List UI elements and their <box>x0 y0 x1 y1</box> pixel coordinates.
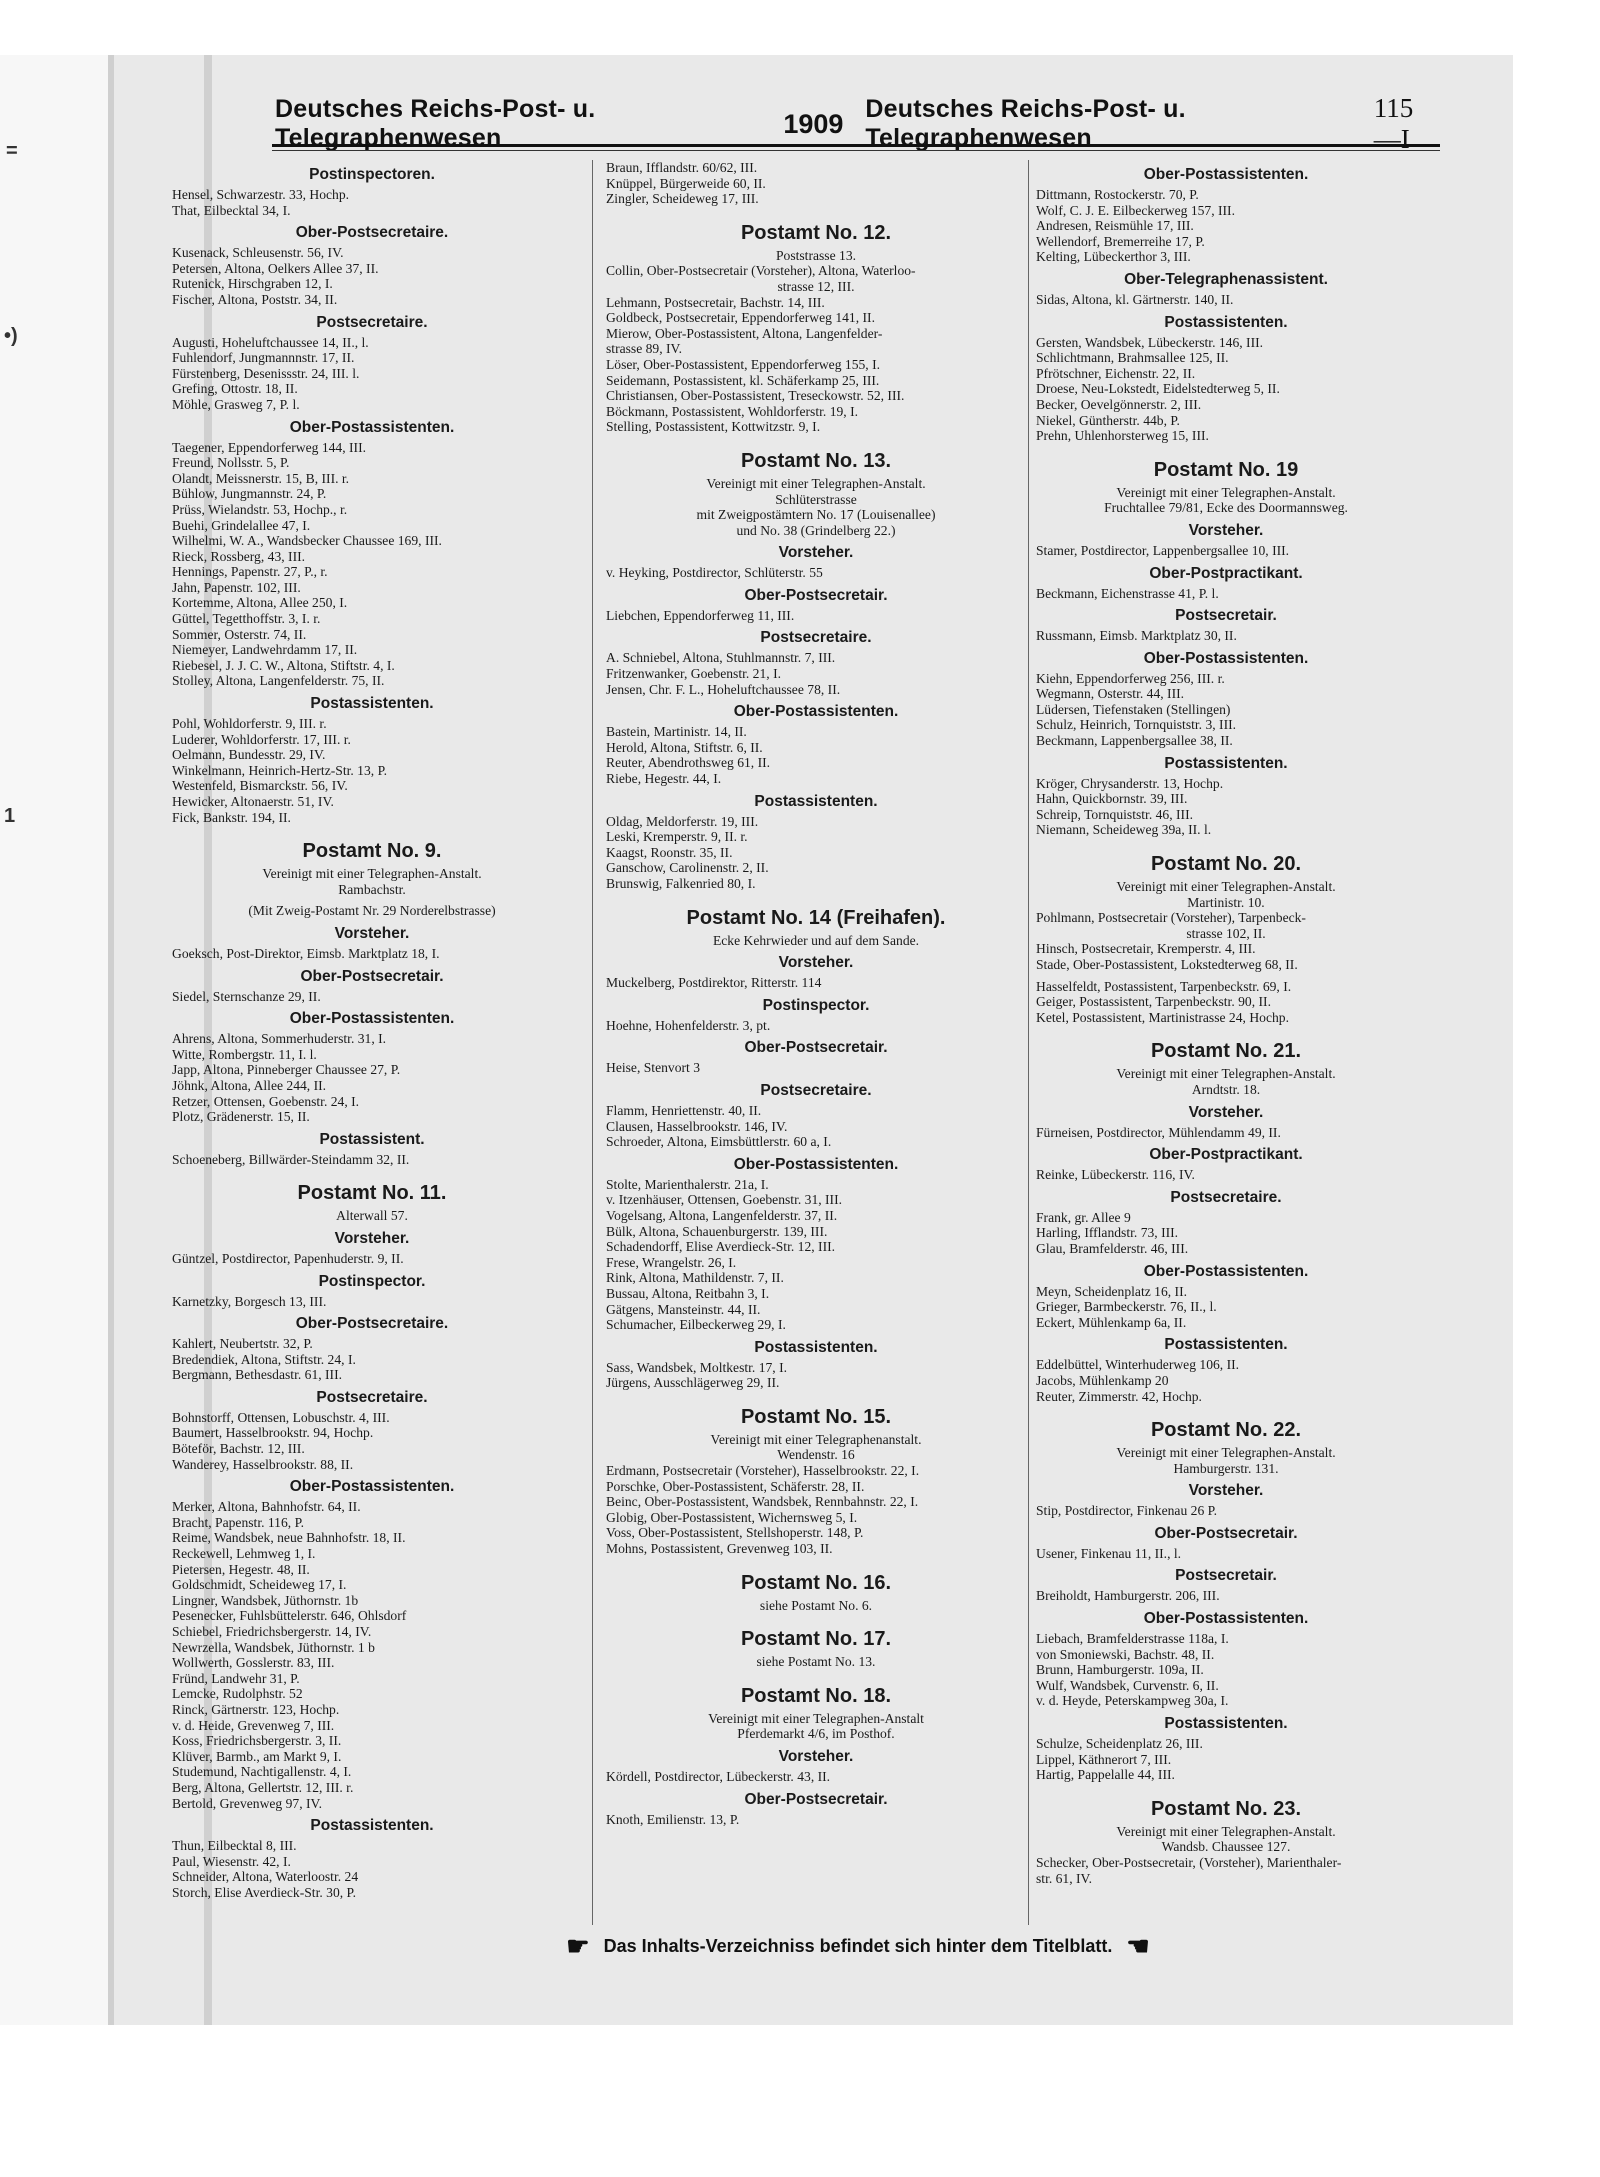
directory-entry: Stamer, Postdirector, Lappenbergsallee 10, III. <box>1036 542 1290 558</box>
section-heading: Ober-Postsecretair. <box>300 967 444 985</box>
directory-entry: Herold, Altona, Stiftstr. 6, II. <box>606 739 763 755</box>
directory-entry: Flamm, Henriettenstr. 40, II. <box>606 1102 762 1118</box>
directory-entry: Fürneisen, Postdirector, Mühlendamm 49, II. <box>1036 1124 1281 1140</box>
directory-entry: Erdmann, Postsecretair (Vorsteher), Hasselbrookstr. 22, I. <box>606 1463 920 1479</box>
directory-entry: Schneider, Altona, Waterloostr. 24 <box>172 1869 359 1885</box>
directory-entry: Becker, Oevelgönnerstr. 2, III. <box>1036 396 1202 412</box>
directory-entry: Wulf, Wandsbek, Curvenstr. 6, II. <box>1036 1677 1219 1693</box>
postamt-heading: Postamt No. 11. <box>297 1182 447 1205</box>
section-heading: Ober-Postassistenten. <box>1143 1610 1309 1628</box>
directory-entry: Jensen, Chr. F. L., Hoheluftchaussee 78, II. <box>606 681 841 697</box>
directory-entry: Japp, Altona, Pinneberger Chaussee 27, P. <box>172 1062 401 1078</box>
section-heading: Postinspectoren. <box>309 166 435 183</box>
directory-entry: Riebesel, J. J. C. W., Altona, Stiftstr. 4, I. <box>172 657 395 673</box>
section-heading: Vorsteher. <box>778 544 854 562</box>
directory-entry: Westenfeld, Bismarckstr. 56, IV. <box>172 778 348 794</box>
directory-entry: Studemund, Nachtigallenstr. 4, I. <box>172 1764 352 1780</box>
section-heading: Vorsteher. <box>1188 1482 1264 1500</box>
address-line: siehe Postamt No. 6. <box>759 1597 873 1613</box>
section-heading: Ober-Postassistenten. <box>1143 649 1309 667</box>
directory-entry: Oelmann, Bundesstr. 29, IV. <box>172 747 326 763</box>
directory-entry: Fritzenwanker, Goebenstr. 21, I. <box>606 666 781 682</box>
directory-entry: v. d. Heyde, Peterskampweg 30a, I. <box>1036 1693 1229 1709</box>
directory-entry: That, Eilbecktal 34, I. <box>172 202 291 218</box>
directory-entry: Kaagst, Roonstr. 35, II. <box>606 844 733 860</box>
section-heading: Vorsteher. <box>334 1229 410 1247</box>
section-heading: Ober-Postassistenten. <box>1143 166 1309 183</box>
directory-entry: Rinck, Gärtnerstr. 123, Hochp. <box>172 1701 340 1717</box>
directory-entry: Bastein, Martinistr. 14, II. <box>606 724 747 740</box>
directory-entry: Heise, Stenvort 3 <box>606 1060 701 1076</box>
directory-entry: Jöhnk, Altona, Allee 244, II. <box>172 1077 327 1093</box>
section-heading: Vorsteher. <box>334 924 410 942</box>
address-line: Vereinigt mit einer Telegraphen-Anstalt. <box>262 866 482 882</box>
directory-entry: Freund, Nollsstr. 5, P. <box>172 455 290 471</box>
directory-entry: Knüppel, Bürgerweide 60, II. <box>606 175 766 191</box>
directory-entry: Fick, Bankstr. 194, II. <box>172 809 291 825</box>
directory-entry: Pesenecker, Fuhlsbüttelerstr. 646, Ohlsdorf <box>172 1608 407 1624</box>
section-heading: Ober-Postassistenten. <box>289 1478 455 1496</box>
directory-entry: Koss, Friedrichsbergerstr. 3, II. <box>172 1733 342 1749</box>
directory-entry: Schumacher, Eilbeckerweg 29, I. <box>606 1317 786 1333</box>
directory-entry: Olandt, Meissnerstr. 15, B, III. r. <box>172 470 350 486</box>
directory-entry: Beinc, Ober-Postassistent, Wandsbek, Rennbahnstr. 22, I. <box>606 1494 919 1510</box>
address-line: Rambachstr. <box>338 881 406 897</box>
directory-entry: Stolte, Marienthalerstr. 21a, I. <box>606 1176 769 1192</box>
directory-entry: Russmann, Eimsb. Marktplatz 30, II. <box>1036 628 1237 644</box>
directory-entry: Beckmann, Lappenbergsallee 38, II. <box>1036 733 1233 749</box>
directory-entry: Winkelmann, Heinrich-Hertz-Str. 13, P. <box>172 762 388 778</box>
directory-entry: Schadendorff, Elise Averdieck-Str. 12, III. <box>606 1239 836 1255</box>
section-heading: Ober-Postsecretair. <box>1154 1524 1298 1542</box>
postamt-heading: Postamt No. 16. <box>740 1571 892 1594</box>
footer-text: Das Inhalts-Verzeichniss befindet sich hinter dem Titelblatt. <box>603 1935 1113 1956</box>
directory-entry: Pfrötschner, Eichenstr. 22, II. <box>1036 365 1196 381</box>
directory-entry: Witte, Rombergstr. 11, I. l. <box>172 1046 317 1062</box>
address-line: Wandsb. Chaussee 127. <box>1161 1839 1291 1855</box>
address-line: Vereinigt mit einer Telegraphen-Anstalt. <box>1116 879 1336 895</box>
column-1 <box>172 160 572 1901</box>
column-2 <box>606 160 1026 1827</box>
directory-entry: Reuter, Zimmerstr. 42, Hochp. <box>1036 1388 1202 1404</box>
section-heading: Postassistenten. <box>310 1817 434 1835</box>
directory-entry: Goldbeck, Postsecretair, Eppendorferweg 141, II. <box>606 310 875 326</box>
postamt-heading: Postamt No. 23. <box>1150 1797 1302 1820</box>
directory-entry: Schroeder, Altona, Eimsbüttlerstr. 60 a, I. <box>606 1134 832 1150</box>
postamt-heading: Postamt No. 21. <box>1150 1040 1302 1063</box>
address-line: Alterwall 57. <box>336 1208 408 1224</box>
postamt-heading: Postamt No. 15. <box>740 1405 892 1428</box>
postamt-heading: Postamt No. 9. <box>302 840 442 863</box>
directory-entry: Wolf, C. J. E. Eilbeckerweg 157, III. <box>1036 202 1235 218</box>
postamt-heading: Postamt No. 14 (Freihafen). <box>686 906 946 929</box>
address-line: strasse 12, III. <box>777 278 855 294</box>
section-heading: Vorsteher. <box>778 1748 854 1765</box>
directory-entry: Schreip, Tornquiststr. 46, III. <box>1036 806 1193 822</box>
address-line: Martinistr. 10. <box>1187 894 1265 910</box>
section-heading: Ober-Postassistenten. <box>289 1010 455 1028</box>
directory-entry: Wellendorf, Bremerreihe 17, P. <box>1036 233 1205 249</box>
directory-entry: Usener, Finkenau 11, II., l. <box>1036 1545 1182 1561</box>
directory-entry: Voss, Ober-Postassistent, Stellshoperstr. 148, P. <box>606 1525 864 1541</box>
directory-entry: Clausen, Hasselbrookstr. 146, IV. <box>606 1118 788 1134</box>
address-line: Arndtstr. 18. <box>1191 1081 1261 1097</box>
pointing-hand-right-icon: ☛ <box>566 1931 590 1961</box>
address-line: Pferdemarkt 4/6, im Posthof. <box>737 1726 895 1742</box>
section-heading: Postsecretaire. <box>760 629 872 647</box>
directory-entry: str. 61, IV. <box>1036 1870 1093 1886</box>
directory-entry: Liebchen, Eppendorferweg 11, III. <box>606 607 795 623</box>
pointing-hand-left-icon: ☚ <box>1126 1931 1150 1961</box>
directory-entry: Möhle, Grasweg 7, P. l. <box>172 396 300 412</box>
directory-entry: Bühlow, Jungmannstr. 24, P. <box>172 486 327 502</box>
directory-entry: Globig, Ober-Postassistent, Wichernsweg 5, I. <box>606 1509 858 1525</box>
directory-entry: Stade, Ober-Postassistent, Lokstedterweg 68, II. <box>1036 957 1298 972</box>
postamt-heading: Postamt No. 18. <box>740 1684 892 1707</box>
directory-entry: Schiebel, Friedrichsbergerstr. 14, IV. <box>172 1624 372 1639</box>
directory-entry: Kelting, Lübeckerthor 3, III. <box>1036 249 1191 265</box>
address-line: Vereinigt mit einer Telegraphen-Anstalt. <box>1116 1823 1336 1839</box>
directory-entry: Kröger, Chrysanderstr. 13, Hochp. <box>1036 775 1224 791</box>
directory-entry: Fischer, Altona, Poststr. 34, II. <box>172 291 338 307</box>
directory-entry: Augusti, Hoheluftchaussee 14, II., l. <box>172 334 369 350</box>
directory-entry: Schulz, Heinrich, Tornquiststr. 3, III. <box>1036 717 1237 733</box>
directory-entry: Lüdersen, Tiefenstaken (Stellingen) <box>1036 701 1231 717</box>
directory-entry: Goeksch, Post-Direktor, Eimsb. Marktplatz 18, I. <box>172 945 440 961</box>
directory-entry: Christiansen, Ober-Postassistent, Treseckowstr. 52, III. <box>606 388 905 404</box>
directory-entry: Wollwerth, Gosslerstr. 83, III. <box>172 1655 335 1671</box>
directory-entry: Hartig, Pappelalle 44, III. <box>1036 1767 1175 1783</box>
section-heading: Ober-Postpractikant. <box>1149 1146 1303 1164</box>
directory-entry: Andresen, Reismühle 17, III. <box>1036 218 1194 234</box>
section-heading: Ober-Postassistenten. <box>289 418 455 436</box>
section-heading: Postassistenten. <box>1164 313 1288 331</box>
column-3 <box>1036 160 1416 1886</box>
header-rule <box>272 144 1440 147</box>
directory-entry: Reinke, Lübeckerstr. 116, IV. <box>1036 1167 1195 1183</box>
address-line: Vereinigt mit einer Telegraphen-Anstalt. <box>1116 1445 1336 1461</box>
page-number: 115—I <box>1373 93 1414 154</box>
directory-entry: Hinsch, Postsecretair, Kremperstr. 4, III. <box>1036 941 1256 957</box>
section-heading: Postassistenten. <box>1164 1715 1288 1733</box>
directory-entry: Seidemann, Postassistent, kl. Schäferkamp 25, III. <box>606 372 880 388</box>
address-line: und No. 38 (Grindelberg 22.) <box>736 522 896 538</box>
directory-entry: von Smoniewski, Bachstr. 48, II. <box>1036 1646 1215 1662</box>
postamt-heading: Postamt No. 13. <box>740 449 892 472</box>
directory-entry: Glau, Bramfelderstr. 46, III. <box>1036 1240 1189 1256</box>
directory-entry: v. d. Heide, Grevenweg 7, III. <box>172 1717 335 1733</box>
directory-entry: Karnetzky, Borgesch 13, III. <box>172 1293 327 1309</box>
directory-entry: v. Itzenhäuser, Ottensen, Goebenstr. 31, III. <box>606 1192 843 1208</box>
directory-entry: Niemeyer, Landwehrdamm 17, II. <box>172 642 358 658</box>
address-line: Vereinigt mit einer Telegraphen-Anstalt. <box>1116 1066 1336 1082</box>
directory-entry: Kördell, Postdirector, Lübeckerstr. 43, II. <box>606 1769 831 1784</box>
directory-entry: Löser, Ober-Postassistent, Eppendorferweg 155, I. <box>606 356 881 372</box>
directory-entry: Schoeneberg, Billwärder-Steindamm 32, II. <box>172 1151 410 1167</box>
directory-entry: Kiehn, Eppendorferweg 256, III. r. <box>1036 670 1225 686</box>
directory-entry: Sidas, Altona, kl. Gärtnerstr. 140, II. <box>1036 291 1234 307</box>
margin-mark: = <box>6 140 18 162</box>
directory-entry: Klüver, Barmb., am Markt 9, I. <box>172 1748 342 1764</box>
section-heading: Ober-Postsecretaire. <box>295 1315 449 1333</box>
directory-entry: Kusenack, Schleusenstr. 56, IV. <box>172 245 344 261</box>
directory-entry: Sommer, Osterstr. 74, II. <box>172 626 307 642</box>
directory-entry: Plotz, Grädenerstr. 15, II. <box>172 1109 310 1125</box>
section-heading: Postsecretair. <box>1175 1567 1277 1585</box>
header-title-left: Deutsches Reichs-Post- u. Telegraphenwesen <box>275 95 596 152</box>
section-heading: Postsecretaire. <box>760 1081 872 1099</box>
directory-entry: Schecker, Ober-Postsecretair, (Vorsteher), Marienthaler- <box>1036 1855 1342 1870</box>
directory-entry: Knoth, Emilienstr. 13, P. <box>606 1811 740 1827</box>
address-line: Ecke Kehrwieder und auf dem Sande. <box>712 932 920 948</box>
directory-entry: Bertold, Grevenweg 97, IV. <box>172 1795 323 1811</box>
address-line: strasse 102, II. <box>1186 925 1266 941</box>
directory-entry: Fründ, Landwehr 31, P. <box>172 1670 300 1686</box>
postamt-heading: Postamt No. 17. <box>740 1628 892 1651</box>
directory-entry: Bussau, Altona, Reitbahn 3, I. <box>606 1285 770 1301</box>
directory-entry: Newrzella, Wandsbek, Jüthornstr. 1 b <box>172 1639 375 1655</box>
directory-entry: Pietersen, Hegestr. 48, II. <box>172 1561 310 1577</box>
directory-entry: Goldschmidt, Scheideweg 17, I. <box>172 1577 347 1593</box>
section-heading: Postassistenten. <box>754 1338 878 1356</box>
directory-entry: Jacobs, Mühlenkamp 20 <box>1036 1372 1169 1388</box>
directory-entry: Vogelsang, Altona, Langenfelderstr. 37, II. <box>606 1207 838 1223</box>
directory-entry: Paul, Wiesenstr. 42, I. <box>172 1853 291 1869</box>
directory-entry: Böteför, Bachstr. 12, III. <box>172 1441 305 1457</box>
postamt-heading: Postamt No. 12. <box>740 221 892 244</box>
directory-entry: Reckewell, Lehmweg 1, I. <box>172 1546 316 1562</box>
directory-entry: A. Schniebel, Altona, Stuhlmannstr. 7, III. <box>606 650 836 666</box>
running-header <box>275 93 1440 154</box>
section-heading: Postsecretaire. <box>316 313 428 331</box>
directory-entry: Ahrens, Altona, Sommerhuderstr. 31, I. <box>172 1031 387 1047</box>
address-line: (Mit Zweig-Postamt Nr. 29 Norderelbstrasse) <box>248 903 496 919</box>
directory-entry: Luderer, Wohldorferstr. 17, III. r. <box>172 731 351 747</box>
directory-entry: Bergmann, Bethesdastr. 61, III. <box>172 1367 343 1383</box>
address-line: Fruchtallee 79/81, Ecke des Doormannsweg. <box>1104 500 1348 516</box>
directory-entry: Reuter, Abendrothsweg 61, II. <box>606 755 771 771</box>
directory-entry: Braun, Ifflandstr. 60/62, III. <box>606 160 758 175</box>
section-heading: Postassistenten. <box>310 695 434 713</box>
directory-entry: Jürgens, Ausschlägerweg 29, II. <box>606 1375 780 1391</box>
postamt-heading: Postamt No. 20. <box>1150 853 1302 876</box>
directory-entry: Wanderey, Hasselbrookstr. 88, II. <box>172 1456 354 1472</box>
section-heading: Ober-Postassistenten. <box>1143 1262 1309 1280</box>
address-line: Hamburgerstr. 131. <box>1173 1460 1279 1476</box>
section-heading: Ober-Postassistenten. <box>733 1155 899 1173</box>
directory-entry: Hasselfeldt, Postassistent, Tarpenbeckstr. 69, I. <box>1036 978 1292 994</box>
directory-entry: Gätgens, Mansteinstr. 44, II. <box>606 1301 761 1317</box>
directory-entry: Taegener, Eppendorferweg 144, III. <box>172 439 367 455</box>
directory-entry: Thun, Eilbecktal 8, III. <box>172 1838 297 1854</box>
directory-entry: Prehn, Uhlenhorsterweg 15, III. <box>1036 428 1209 444</box>
section-heading: Postassistent. <box>319 1130 425 1148</box>
section-heading: Postassistenten. <box>1164 754 1288 772</box>
header-year: 1909 <box>783 108 844 139</box>
directory-entry: Kahlert, Neubertstr. 32, P. <box>172 1336 313 1352</box>
postamt-heading: Postamt No. 19 <box>1153 458 1299 481</box>
directory-entry: Rieck, Rossberg, 43, III. <box>172 548 306 564</box>
directory-entry: Meyn, Scheidenplatz 16, II. <box>1036 1283 1187 1299</box>
directory-entry: Stip, Postdirector, Finkenau 26 P. <box>1036 1503 1218 1519</box>
directory-entry: Brunswig, Falkenried 80, I. <box>606 876 756 891</box>
directory-entry: strasse 89, IV. <box>606 341 683 357</box>
directory-entry: Merker, Altona, Bahnhofstr. 64, II. <box>172 1499 361 1515</box>
directory-entry: Beckmann, Eichenstrasse 41, P. l. <box>1036 585 1219 601</box>
directory-entry: v. Heyking, Postdirector, Schlüterstr. 55 <box>606 565 823 581</box>
directory-entry: Hensel, Schwarzestr. 33, Hochp. <box>172 187 350 202</box>
directory-entry: Stolley, Altona, Langenfelderstr. 75, II. <box>172 673 385 689</box>
directory-entry: Baumert, Hasselbrookstr. 94, Hochp. <box>172 1425 374 1441</box>
address-line: Vereinigt mit einer Telegraphen-Anstalt. <box>706 475 926 491</box>
directory-entry: Niekel, Güntherstr. 44b, P. <box>1036 412 1180 428</box>
directory-entry: Schlichtmann, Brahmsallee 125, II. <box>1036 350 1229 366</box>
directory-entry: Pohl, Wohldorferstr. 9, III. r. <box>172 716 327 732</box>
directory-entry: Fuhlendorf, Jungmannnstr. 17, II. <box>172 350 355 366</box>
section-heading: Ober-Postsecretair. <box>744 1790 888 1808</box>
section-heading: Postsecretaire. <box>316 1388 428 1406</box>
section-heading: Ober-Telegraphenassistent. <box>1124 270 1328 288</box>
directory-entry: Güttel, Tegetthoffstr. 3, I. r. <box>172 611 321 627</box>
directory-entry: Grieger, Barmbeckerstr. 76, II., l. <box>1036 1299 1217 1315</box>
footer-note <box>438 1932 1278 1960</box>
directory-entry: Dittmann, Rostockerstr. 70, P. <box>1036 187 1199 202</box>
section-heading: Postsecretair. <box>1175 607 1277 625</box>
directory-entry: Mohns, Postassistent, Grevenweg 103, II. <box>606 1541 833 1557</box>
address-line: Wendenstr. 16 <box>777 1447 855 1463</box>
margin-mark: 1 <box>4 805 16 827</box>
directory-entry: Rutenick, Hirschgraben 12, I. <box>172 276 333 292</box>
directory-entry: Jahn, Papenstr. 102, III. <box>172 579 301 595</box>
address-line: siehe Postamt No. 13. <box>756 1654 876 1670</box>
section-heading: Postassistenten. <box>754 792 878 810</box>
header-title-right: Deutsches Reichs-Post- u. Telegraphenwesen <box>865 95 1186 152</box>
directory-entry: Bülk, Altona, Schauenburgerstr. 139, III. <box>606 1223 828 1239</box>
directory-entry: Retzer, Ottensen, Goebenstr. 24, I. <box>172 1093 360 1109</box>
postamt-heading: Postamt No. 22. <box>1150 1419 1302 1442</box>
address-line: Schlüterstrasse <box>775 491 857 507</box>
directory-entry: Ganschow, Carolinenstr. 2, II. <box>606 860 769 876</box>
directory-entry: Grefing, Ottostr. 18, II. <box>172 381 298 397</box>
directory-entry: Brunn, Hamburgerstr. 109a, II. <box>1036 1662 1204 1678</box>
directory-entry: Böckmann, Postassistent, Wohldorferstr. 19, I. <box>606 403 859 419</box>
column-divider <box>592 160 593 1925</box>
directory-entry: Petersen, Altona, Oelkers Allee 37, II. <box>172 260 379 276</box>
directory-entry: Schulze, Scheidenplatz 26, III. <box>1036 1736 1203 1752</box>
section-heading: Ober-Postsecretaire. <box>295 224 449 242</box>
directory-entry: Eckert, Mühlenkamp 6a, II. <box>1036 1314 1187 1330</box>
section-heading: Vorsteher. <box>1188 521 1264 539</box>
directory-entry: Siedel, Sternschanze 29, II. <box>172 988 321 1004</box>
directory-entry: Oldag, Meldorferstr. 19, III. <box>606 813 759 829</box>
header-rule-thin <box>272 150 1440 151</box>
directory-entry: Wilhelmi, W. A., Wandsbecker Chaussee 169, III. <box>172 533 442 549</box>
directory-entry: Sass, Wandsbek, Moltkestr. 17, I. <box>606 1359 788 1375</box>
directory-entry: Porschke, Ober-Postassistent, Schäferstr. 28, II. <box>606 1478 865 1494</box>
section-heading: Ober-Postsecretair. <box>744 1039 888 1057</box>
directory-entry: Hennings, Papenstr. 27, P., r. <box>172 564 328 580</box>
directory-entry: Hahn, Quickbornstr. 39, III. <box>1036 791 1188 807</box>
directory-entry: Hewicker, Altonaerstr. 51, IV. <box>172 794 334 809</box>
directory-entry: Mierow, Ober-Postassistent, Altona, Langenfelder- <box>606 325 883 341</box>
directory-entry: Kortemme, Altona, Allee 250, I. <box>172 595 348 611</box>
section-heading: Postsecretaire. <box>1170 1188 1282 1206</box>
directory-entry: Geiger, Postassistent, Tarpenbeckstr. 90, II. <box>1036 994 1271 1010</box>
directory-entry: Muckelberg, Postdirektor, Ritterstr. 114 <box>606 975 822 991</box>
directory-entry: Lehmann, Postsecretair, Bachstr. 14, III. <box>606 294 825 310</box>
section-heading: Postinspector. <box>762 996 870 1014</box>
directory-entry: Lemcke, Rudolphstr. 52 <box>172 1686 303 1702</box>
directory-entry: Harling, Ifflandstr. 73, III. <box>1036 1225 1179 1241</box>
directory-entry: Bohnstorff, Ottensen, Lobuschstr. 4, III. <box>172 1409 390 1425</box>
page-edge <box>108 55 114 2025</box>
column-divider <box>1028 160 1029 1925</box>
section-heading: Ober-Postassistenten. <box>733 703 899 721</box>
directory-entry: Fürstenberg, Desenissstr. 24, III. l. <box>172 365 360 381</box>
section-heading: Vorsteher. <box>1188 1103 1264 1121</box>
section-heading: Postinspector. <box>318 1272 426 1290</box>
directory-entry: Rink, Altona, Mathildenstr. 7, II. <box>606 1270 784 1286</box>
address-line: Vereinigt mit einer Telegraphenanstalt. <box>710 1431 922 1447</box>
directory-entry: Storch, Elise Averdieck-Str. 30, P. <box>172 1884 356 1900</box>
section-heading: Postassistenten. <box>1164 1336 1288 1354</box>
address-line: mit Zweigpostämtern No. 17 (Louisenallee) <box>696 507 936 523</box>
directory-entry: Riebe, Hegestr. 44, I. <box>606 771 722 787</box>
left-margin-strip <box>0 55 108 2025</box>
section-heading: Ober-Postpractikant. <box>1149 564 1303 582</box>
directory-entry: Ketel, Postassistent, Martinistrasse 24, Hochp. <box>1036 1009 1289 1025</box>
directory-entry: Frese, Wrangelstr. 26, I. <box>606 1254 737 1270</box>
directory-entry: Droese, Neu-Lokstedt, Eidelstedterweg 5, II. <box>1036 381 1280 397</box>
directory-entry: Gersten, Wandsbek, Lübeckerstr. 146, III. <box>1036 334 1264 350</box>
directory-entry: Güntzel, Postdirector, Papenhuderstr. 9, II. <box>172 1250 404 1266</box>
margin-mark: •) <box>4 325 18 347</box>
section-heading: Vorsteher. <box>778 954 854 972</box>
directory-entry: Leski, Kremperstr. 9, II. r. <box>606 829 748 845</box>
directory-entry: Pohlmann, Postsecretair (Vorsteher), Tarpenbeck- <box>1036 910 1306 926</box>
directory-entry: Buehi, Grindelallee 47, I. <box>172 517 311 533</box>
directory-entry: Eddelbüttel, Winterhuderweg 106, II. <box>1036 1357 1240 1373</box>
directory-entry: Collin, Ober-Postsecretair (Vorsteher), Altona, Waterloo- <box>606 263 916 279</box>
directory-entry: Wegmann, Osterstr. 44, III. <box>1036 686 1185 702</box>
directory-entry: Frank, gr. Allee 9 <box>1036 1209 1131 1225</box>
directory-entry: Liebach, Bramfelderstrasse 118a, I. <box>1036 1631 1229 1647</box>
directory-entry: Zingler, Scheideweg 17, III. <box>606 191 759 207</box>
directory-entry: Prüss, Wielandstr. 53, Hochp., r. <box>172 501 348 517</box>
directory-entry: Bracht, Papenstr. 116, P. <box>172 1514 305 1530</box>
directory-entry: Stelling, Postassistent, Kottwitzstr. 9, I. <box>606 419 821 435</box>
directory-entry: Niemann, Scheideweg 39a, II. l. <box>1036 822 1212 838</box>
address-line: Poststrasse 13. <box>775 247 857 263</box>
directory-entry: Hoehne, Hohenfelderstr. 3, pt. <box>606 1017 771 1033</box>
directory-entry: Lippel, Käthnerort 7, III. <box>1036 1751 1172 1767</box>
directory-entry: Reime, Wandsbek, neue Bahnhofstr. 18, II. <box>172 1530 406 1546</box>
address-line: Vereinigt mit einer Telegraphen-Anstalt. <box>1116 484 1336 500</box>
address-line: Vereinigt mit einer Telegraphen-Anstalt <box>708 1710 924 1726</box>
directory-entry: Berg, Altona, Gellertstr. 12, III. r. <box>172 1779 354 1795</box>
directory-entry: Lingner, Wandsbek, Jüthornstr. 1b <box>172 1592 359 1608</box>
directory-entry: Bredendiek, Altona, Stiftstr. 24, I. <box>172 1351 356 1367</box>
directory-entry: Breiholdt, Hamburgerstr. 206, III. <box>1036 1588 1220 1604</box>
section-heading: Ober-Postsecretair. <box>744 586 888 604</box>
